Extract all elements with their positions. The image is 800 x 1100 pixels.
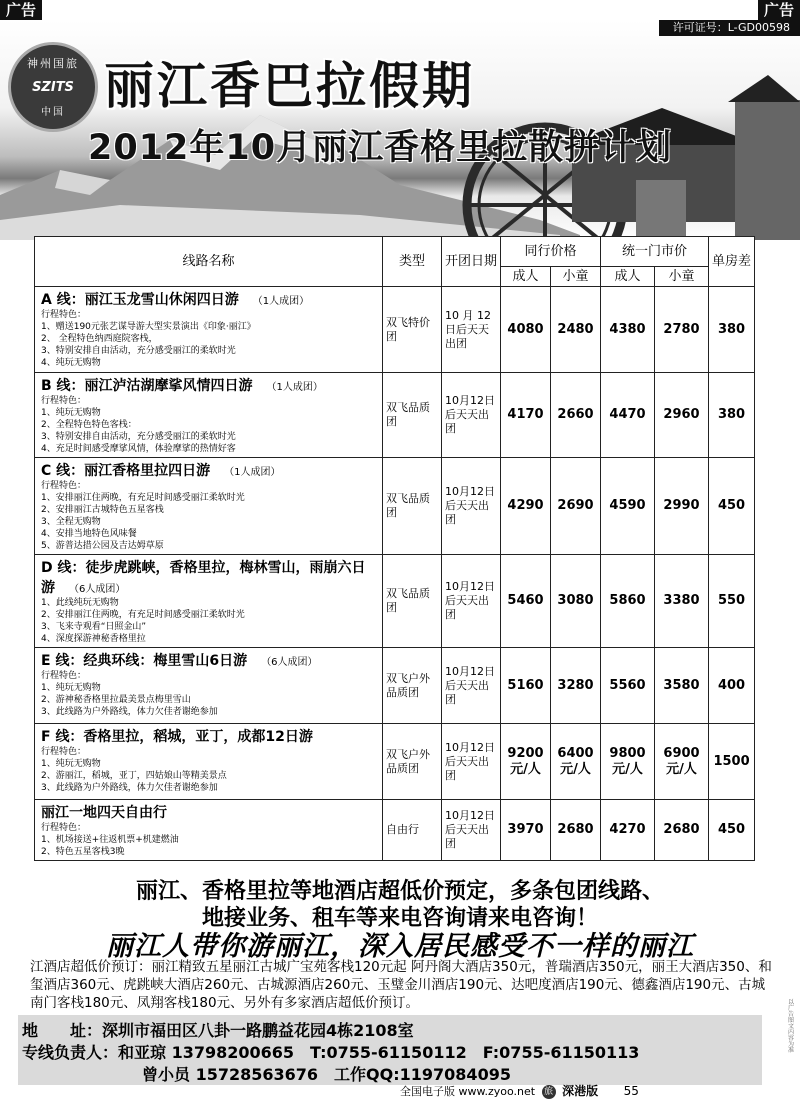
retail-child-price: 2990: [655, 458, 709, 555]
feature-list: [41, 758, 376, 794]
single-supplement: 1500: [709, 724, 755, 800]
retail-adult-price: 4590: [601, 458, 655, 555]
peer-adult-price: 9200元/人: [501, 724, 551, 800]
header-peer-child: 小童: [551, 267, 601, 287]
license-number: 许可证号：L-GD00598: [659, 20, 800, 36]
peer-adult-price: 3970: [501, 800, 551, 861]
feature-list: [41, 597, 376, 645]
single-supplement: 550: [709, 555, 755, 648]
feature-item: 3、特别安排自由活动，充分感受丽江的柔软时光: [41, 432, 236, 442]
company-logo: [8, 42, 98, 132]
brand-title: 丽江香巴拉假期: [104, 57, 475, 115]
feature-item: 1、纯玩无购物: [41, 759, 101, 769]
feature-item: 3、此线路为户外路线，体力欠佳者谢绝参加: [41, 783, 218, 793]
peer-child-price: 3080: [551, 555, 601, 648]
retail-adult-price: 9800元/人: [601, 724, 655, 800]
route-title: B 线：丽江泸沽湖摩挲风情四日游: [41, 378, 253, 394]
retail-adult-price: 5860: [601, 555, 655, 648]
peer-child-price: 2680: [551, 800, 601, 861]
feature-list: [41, 492, 376, 552]
route-heading: [41, 726, 376, 746]
retail-adult-price: 4380: [601, 287, 655, 373]
retail-child-price: 3580: [655, 648, 709, 724]
header-peer-adult: 成人: [501, 267, 551, 287]
route-type: 双飞品质团: [383, 458, 442, 555]
departure-date: 10月12日后天天出团: [442, 724, 501, 800]
side-disclaimer: 以广告图文内容为准: [788, 999, 795, 1054]
departure-date: 10月12日后天天出团: [442, 800, 501, 861]
footer-region: 深港版: [562, 1084, 599, 1098]
departure-date: 10月12日后天天出团: [442, 555, 501, 648]
header-single-supplement: 单房差: [709, 237, 755, 287]
retail-adult-price: 4270: [601, 800, 655, 861]
route-info: [35, 287, 383, 373]
departure-date: 10 月 12 日后天天出团: [442, 287, 501, 373]
header-route: 线路名称: [35, 237, 383, 287]
contact-box: [18, 1015, 762, 1085]
route-heading: [41, 289, 376, 309]
contact-address-row: [22, 1018, 414, 1041]
footer: [400, 1083, 780, 1100]
promo-line-2: 地接业务、租车等来电咨询请来电咨询！: [201, 906, 598, 931]
route-type: 双飞品质团: [383, 555, 442, 648]
header-retail-adult: 成人: [601, 267, 655, 287]
route-row: [35, 287, 755, 373]
feature-label: 行程特色：: [41, 396, 87, 406]
slogan: 丽江人带你游丽江，深入居民感受不一样的丽江: [106, 931, 694, 962]
feature-label: 行程特色：: [41, 671, 87, 681]
header-peer-price: 同行价格: [501, 237, 601, 267]
feature-item: 2、安排丽江古城特色五星客栈: [41, 505, 164, 515]
route-heading: [41, 650, 376, 670]
feature-list: [41, 834, 376, 858]
feature-item: 4、纯玩无购物: [41, 358, 101, 368]
single-supplement: 400: [709, 648, 755, 724]
peer-child-price: 3280: [551, 648, 601, 724]
feature-list: [41, 682, 376, 718]
header-banner: [0, 20, 800, 240]
ad-label-right: 广告: [758, 0, 800, 20]
route-title: F 线：香格里拉，稻城，亚丁，成都12日游: [41, 729, 313, 745]
route-title: C 线：丽江香格里拉四日游: [41, 463, 211, 479]
header-type: 类型: [383, 237, 442, 287]
feature-label: 行程特色：: [41, 823, 87, 833]
route-title: A 线：丽江玉龙雪山休闲四日游: [41, 292, 239, 308]
route-row: [35, 724, 755, 800]
retail-adult-price: 4470: [601, 373, 655, 458]
retail-child-price: 6900元/人: [655, 724, 709, 800]
peer-child-price: 6400元/人: [551, 724, 601, 800]
contact-staff-row: [142, 1062, 511, 1085]
route-info: [35, 373, 383, 458]
route-group-note: （6人成团）: [69, 584, 126, 595]
peer-adult-price: 5460: [501, 555, 551, 648]
feature-item: 1、机场接送+往返机票+机建燃油: [41, 835, 179, 845]
single-supplement: 450: [709, 800, 755, 861]
route-type: 双飞户外品质团: [383, 724, 442, 800]
manager-label: 专线负责人：: [22, 1043, 119, 1062]
feature-item: 4、深度探游神秘香格里拉: [41, 634, 146, 644]
header-date: 开团日期: [442, 237, 501, 287]
feature-item: 2、 全程特色纳西庭院客栈，: [41, 334, 158, 344]
feature-list: [41, 321, 376, 369]
footer-badge-icon: 旅: [542, 1085, 556, 1099]
address-label: 地 址：: [22, 1021, 103, 1040]
route-heading: [41, 460, 376, 480]
route-type: 双飞品质团: [383, 373, 442, 458]
feature-item: 2、游丽江，稻城，亚丁，四姑娘山等精美景点: [41, 771, 227, 781]
single-supplement: 450: [709, 458, 755, 555]
feature-label: 行程特色：: [41, 747, 87, 757]
route-type: 自由行: [383, 800, 442, 861]
route-price-table: [34, 236, 755, 861]
single-supplement: 380: [709, 287, 755, 373]
retail-adult-price: 5560: [601, 648, 655, 724]
feature-item: 1、纯玩无购物: [41, 683, 101, 693]
logo-bottom-text: 中国: [41, 107, 65, 118]
route-type: 双飞户外品质团: [383, 648, 442, 724]
route-info: [35, 458, 383, 555]
route-title: E 线：经典环线：梅里雪山6日游: [41, 653, 248, 669]
route-heading: [41, 375, 376, 395]
footer-page-number: 55: [623, 1084, 639, 1098]
peer-child-price: 2690: [551, 458, 601, 555]
plan-subtitle: 2012年10月丽江香格里拉散拼计划: [88, 128, 673, 168]
manager-value: 和亚琼 13798200665 T:0755-61150112 F:0755-61150113: [118, 1043, 640, 1062]
hotel-deals: 江酒店超低价预订：丽江精致五星丽江古城广宝苑客栈120元起 阿丹阁大酒店350元，普瑞酒店350元，丽王大酒店350、和玺酒店360元、虎跳峡大酒店260元、古城源酒店260元、玉璧金川酒店190元、达吧度酒店190元、德鑫酒店190元、古城南门客栈180元、凤翔客栈180元、另外有多家酒店超低价预订。: [30, 959, 772, 1011]
route-row: [35, 648, 755, 724]
route-group-note: （1人成团）: [252, 296, 310, 307]
feature-item: 3、此线路为户外路线，体力欠佳者谢绝参加: [41, 707, 218, 717]
feature-item: 1、此线纯玩无购物: [41, 598, 119, 608]
feature-item: 1、赠送190元张艺谋导游大型实景演出《印象·丽江》: [41, 322, 256, 332]
route-row: [35, 555, 755, 648]
header-retail-price: 统一门市价: [601, 237, 709, 267]
route-info: [35, 555, 383, 648]
feature-item: 4、充足时间感受摩挲风情，体验摩挲的热情好客: [41, 444, 236, 454]
peer-adult-price: 4080: [501, 287, 551, 373]
feature-item: 2、游神秘香格里拉最美景点梅里雪山: [41, 695, 191, 705]
promo-line-1: 丽江、香格里拉等地酒店超低价预定，多条包团线路、: [135, 879, 664, 904]
peer-child-price: 2480: [551, 287, 601, 373]
route-row: [35, 800, 755, 861]
peer-child-price: 2660: [551, 373, 601, 458]
feature-item: 3、特别安排自由活动，充分感受丽江的柔软时光: [41, 346, 236, 356]
retail-child-price: 2960: [655, 373, 709, 458]
retail-child-price: 3380: [655, 555, 709, 648]
header-retail-child: 小童: [655, 267, 709, 287]
route-row: [35, 458, 755, 555]
route-heading: [41, 557, 376, 597]
departure-date: 10月12日后天天出团: [442, 648, 501, 724]
single-supplement: 380: [709, 373, 755, 458]
departure-date: 10月12日后天天出团: [442, 458, 501, 555]
feature-item: 2、全程特色特色客栈：: [41, 420, 137, 430]
route-info: [35, 648, 383, 724]
route-heading: [41, 802, 376, 822]
feature-item: 2、安排丽江住两晚，有充足时间感受丽江柔软时光: [41, 610, 245, 620]
feature-label: 行程特色：: [41, 481, 87, 491]
route-info: [35, 800, 383, 861]
departure-date: 10月12日后天天出团: [442, 373, 501, 458]
address-value: 深圳市福田区八卦一路鹏益花园4栋2108室: [102, 1021, 414, 1040]
contact-manager-row: [22, 1040, 639, 1063]
footer-edition[interactable]: 全国电子版 www.zyoo.net: [400, 1085, 536, 1098]
feature-item: 5、游普达措公园及吉达姆草原: [41, 541, 164, 551]
feature-item: 1、安排丽江住两晚，有充足时间感受丽江柔软时光: [41, 493, 245, 503]
staff-value: 曾小员 15728563676 工作QQ:1197084095: [142, 1065, 511, 1084]
logo-mid-text: SZITS: [32, 80, 74, 95]
route-group-note: （1人成团）: [266, 382, 323, 393]
feature-item: 4、安排当地特色风味餐: [41, 529, 137, 539]
retail-child-price: 2780: [655, 287, 709, 373]
route-group-note: （1人成团）: [224, 467, 281, 478]
route-group-note: （6人成团）: [261, 657, 318, 668]
peer-adult-price: 4290: [501, 458, 551, 555]
feature-item: 2、特色五星客栈3晚: [41, 847, 125, 857]
route-title: 丽江一地四天自由行: [41, 805, 167, 821]
logo-top-text: 神州国旅: [27, 57, 79, 70]
feature-label: 行程特色：: [41, 310, 87, 320]
feature-item: 3、飞来寺观看“日照金山”: [41, 622, 147, 632]
ad-label-left: 广告: [0, 0, 42, 20]
peer-adult-price: 4170: [501, 373, 551, 458]
peer-adult-price: 5160: [501, 648, 551, 724]
route-type: 双飞特价团: [383, 287, 442, 373]
feature-item: 3、全程无购物: [41, 517, 101, 527]
feature-item: 1、纯玩无购物: [41, 408, 101, 418]
route-title: D 线：徒步虎跳峡，香格里拉，梅林雪山，雨崩六日游: [41, 560, 366, 596]
retail-child-price: 2680: [655, 800, 709, 861]
feature-list: [41, 407, 376, 455]
route-info: [35, 724, 383, 800]
route-row: [35, 373, 755, 458]
